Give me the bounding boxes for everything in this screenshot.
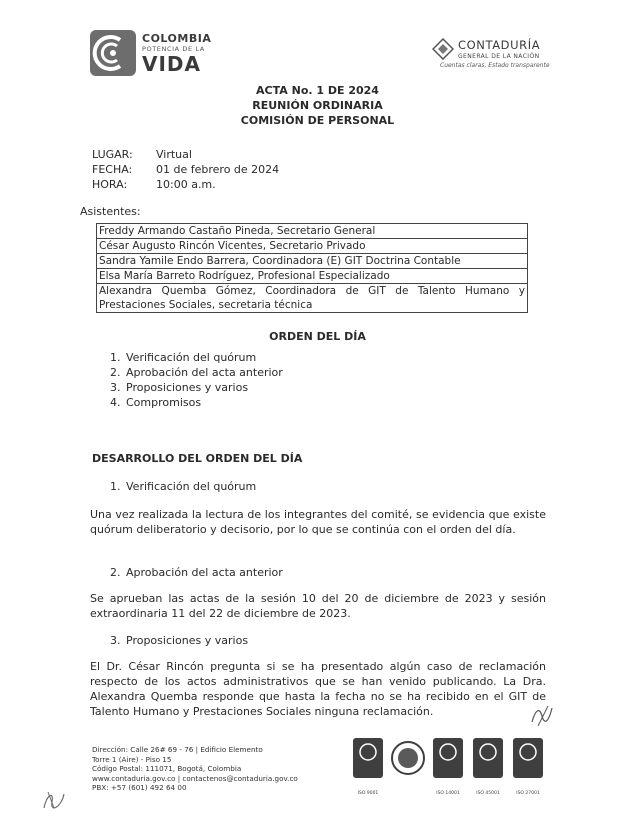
- seal-caption: ISO 14001: [436, 791, 460, 796]
- seal-caption: ISO 27001: [516, 791, 540, 796]
- agenda-item-number: 3.: [110, 381, 121, 394]
- section-number: 2.: [110, 566, 121, 579]
- section-body: Se aprueban las actas de la sesión 10 del 20 de diciembre de 2023 y sesión extraordinaria 11 del 22 de diciembre de 2023.: [90, 592, 546, 620]
- section-body: El Dr. César Rincón pregunta si se ha presentado algún caso de reclamación respecto de los actos administrativos que se han venido publicando. La Dra. Alexandra Quemba responde que hasta la fecha no se ha recibido en el GIT de Talento Humano y Prestaciones Sociales ninguna reclamación.: [90, 660, 546, 718]
- section-number: 3.: [110, 634, 121, 647]
- attendee-cell: Freddy Armando Castaño Pineda, Secretario General: [97, 224, 528, 239]
- table-row: [97, 239, 528, 254]
- meta-date: [92, 163, 279, 176]
- footer-line: Torre 1 (Aire) - Piso 15: [92, 754, 172, 764]
- table-row: [97, 269, 528, 284]
- footer-line: PBX: +57 (601) 492 64 00: [92, 783, 187, 793]
- section-heading: [110, 566, 283, 579]
- document-title: ACTA No. 1 DE 2024: [256, 84, 379, 97]
- meta-place: [92, 148, 192, 161]
- attendee-cell: César Augusto Rincón Vicentes, Secretario Privado: [97, 239, 528, 254]
- icontec-seal-icon: [510, 736, 546, 782]
- seal-caption: ISO 45001: [476, 791, 500, 796]
- certification-seal: [510, 736, 546, 796]
- section-number: 1.: [110, 480, 121, 493]
- development-title: DESARROLLO DEL ORDEN DEL DÍA: [92, 452, 303, 465]
- attendees-label: Asistentes:: [80, 205, 141, 218]
- logo-text-general: GENERAL DE LA NACIÓN: [458, 53, 540, 60]
- certification-seals: [350, 736, 550, 806]
- signature-initials: [40, 786, 68, 812]
- logo-text-potencia: POTENCIA DE LA: [142, 45, 205, 53]
- seal-caption: ISO 9001: [357, 791, 379, 796]
- footer-line: www.contaduria.gov.co | contactenos@contaduria.gov.co: [92, 773, 298, 783]
- table-row: [97, 254, 528, 269]
- section-heading-text: Verificación del quórum: [126, 480, 257, 493]
- meta-time: [92, 178, 216, 191]
- logo-text-colombia: COLOMBIA: [142, 32, 212, 45]
- document-subtitle: REUNIÓN ORDINARIA: [252, 99, 383, 112]
- meta-date-value: 01 de febrero de 2024: [156, 163, 280, 176]
- attendees-table: [96, 223, 528, 313]
- logo-text-slogan: Cuentas claras, Estado transparente: [440, 62, 550, 69]
- icontec-seal-icon: [350, 736, 386, 782]
- icontec-seal-icon: [430, 736, 466, 782]
- contaduria-logo-icon: [432, 38, 454, 60]
- meta-date-label: FECHA:: [92, 163, 133, 176]
- list-item: [110, 380, 283, 395]
- iqnet-seal-icon: [390, 736, 426, 782]
- certification-seal: [430, 736, 466, 796]
- meta-time-value: 10:00 a.m.: [156, 178, 216, 191]
- agenda-list: [110, 350, 283, 410]
- attendee-cell: Alexandra Quemba Gómez, Coordinadora de GIT de Talento Humano y Prestaciones Sociales, secretaria técnica: [97, 284, 528, 313]
- agenda-item-number: 2.: [110, 366, 121, 379]
- meta-place-value: Virtual: [156, 148, 192, 161]
- signature-initials: [528, 702, 556, 730]
- agenda-item-text: Aprobación del acta anterior: [126, 366, 283, 379]
- agenda-item-text: Compromisos: [126, 396, 202, 409]
- agenda-item-text: Proposiciones y varios: [126, 381, 249, 394]
- list-item: [110, 395, 283, 410]
- footer-line: Código Postal: 111071, Bogotá, Colombia: [92, 764, 242, 774]
- agenda-item-text: Verificación del quórum: [126, 351, 257, 364]
- attendee-cell: Sandra Yamile Endo Barrera, Coordinadora (E) GIT Doctrina Contable: [97, 254, 528, 269]
- list-item: [110, 350, 283, 365]
- contaduria-logo: [432, 36, 582, 80]
- footer-line: Dirección: Calle 26# 69 - 76 | Edificio Elemento: [92, 745, 263, 754]
- certification-seal: [390, 736, 426, 796]
- table-row: [97, 284, 528, 313]
- section-heading: [110, 634, 248, 647]
- section-body: Una vez realizada la lectura de los integrantes del comité, se evidencia que existe quórum deliberatorio y decisorio, por lo que se continúa con el orden del día.: [90, 508, 546, 536]
- meta-place-label: LUGAR:: [92, 148, 133, 161]
- section-heading-text: Proposiciones y varios: [126, 634, 249, 647]
- colombia-logo-icon: [90, 30, 136, 76]
- colombia-logo: [90, 30, 220, 78]
- logo-text-vida: VIDA: [142, 52, 201, 76]
- footer-address: [92, 745, 298, 793]
- attendee-cell: Elsa María Barreto Rodríguez, Profesional Especializado: [97, 269, 528, 284]
- document-committee: COMISIÓN DE PERSONAL: [240, 114, 395, 127]
- certification-seal: [470, 736, 506, 796]
- agenda-item-number: 1.: [110, 351, 121, 364]
- icontec-seal-icon: [470, 736, 506, 782]
- logo-text-contaduria: CONTADURÍA: [458, 38, 541, 52]
- meta-time-label: HORA:: [92, 178, 128, 191]
- table-row: [97, 224, 528, 239]
- certification-seal: [350, 736, 386, 796]
- section-heading-text: Aprobación del acta anterior: [126, 566, 283, 579]
- agenda-item-number: 4.: [110, 396, 121, 409]
- section-heading: [110, 480, 256, 493]
- list-item: [110, 365, 283, 380]
- agenda-title: ORDEN DEL DÍA: [269, 330, 366, 343]
